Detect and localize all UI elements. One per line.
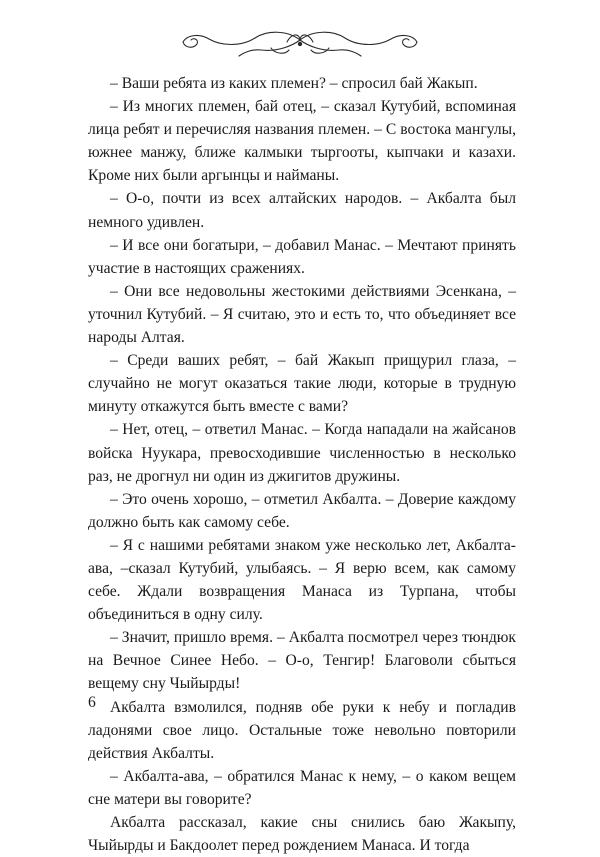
paragraph: – Я с нашими ребятами знаком уже несколько лет, Акбалта-ава, –сказал Кутубий, улыбаясь. – Я верю всем, как самому себе. Ждали возвращения Манаса из Турпана, чтобы объединиться в одну силу. — [88, 536, 516, 624]
body-text — [88, 72, 516, 857]
paragraph: Акбалта рассказал, какие сны снились баю Жакыпу, Чыйырды и Бакдоолет перед рождением Манаса. И тогда — [88, 814, 516, 855]
paragraph: Акбалта взмолился, подняв обе руки к небу и погладив ладонями свое лицо. Остальные тоже невольно повторили действия Акбалты. — [88, 698, 516, 762]
paragraph: – Из многих племен, бай отец, – сказал Кутубий, вспоминая лица ребят и перечисляя названия племен. – С востока мангулы, южнее манжу, ближе калмыки тыргооты, кыпчаки и казахи. Кроме них были аргынцы и найманы. — [88, 98, 516, 185]
paragraph: – Значит, пришло время. – Акбалта посмотрел через тюндюк на Вечное Синее Небо. – О-о, Тенгир! Благоволи сбыться вещему сну Чыйырды! — [88, 629, 516, 693]
paragraph: – Нет, отец, – ответил Манас. – Когда нападали на жайсанов войска Нуукара, превосходившие численностью в несколько раз, не дрогнул ни один из джигитов дружины. — [88, 421, 516, 485]
flourish-ornament-icon — [175, 22, 425, 66]
paragraph: – О-о, почти из всех алтайских народов. – Акбалта был немного удивлен. — [88, 190, 516, 231]
paragraph: – Они все недовольны жестокими действиями Эсенкана, – уточнил Кутубий. – Я считаю, это и есть то, что объединяет все народы Алтая. — [88, 282, 516, 347]
paragraph: – Это очень хорошо, – отметил Акбалта. – Доверие каждому должно быть как самому себе. — [88, 490, 516, 531]
paragraph: – Ваши ребята из каких племен? – спросил бай Жакып. — [110, 75, 478, 92]
page-number: 6 — [88, 694, 96, 711]
paragraph: – Среди ваших ребят, – бай Жакып прищурил глаза, – случайно не могут оказаться такие люди, которые в трудную минуту откажутся быть вместе с вами? — [88, 352, 516, 416]
paragraph: – И все они богатыри, – добавил Манас. – Мечтают принять участие в настоящих сражениях. — [88, 236, 516, 277]
paragraph: – Акбалта-ава, – обратился Манас к нему, – о каком вещем сне матери вы говорите? — [88, 767, 516, 808]
